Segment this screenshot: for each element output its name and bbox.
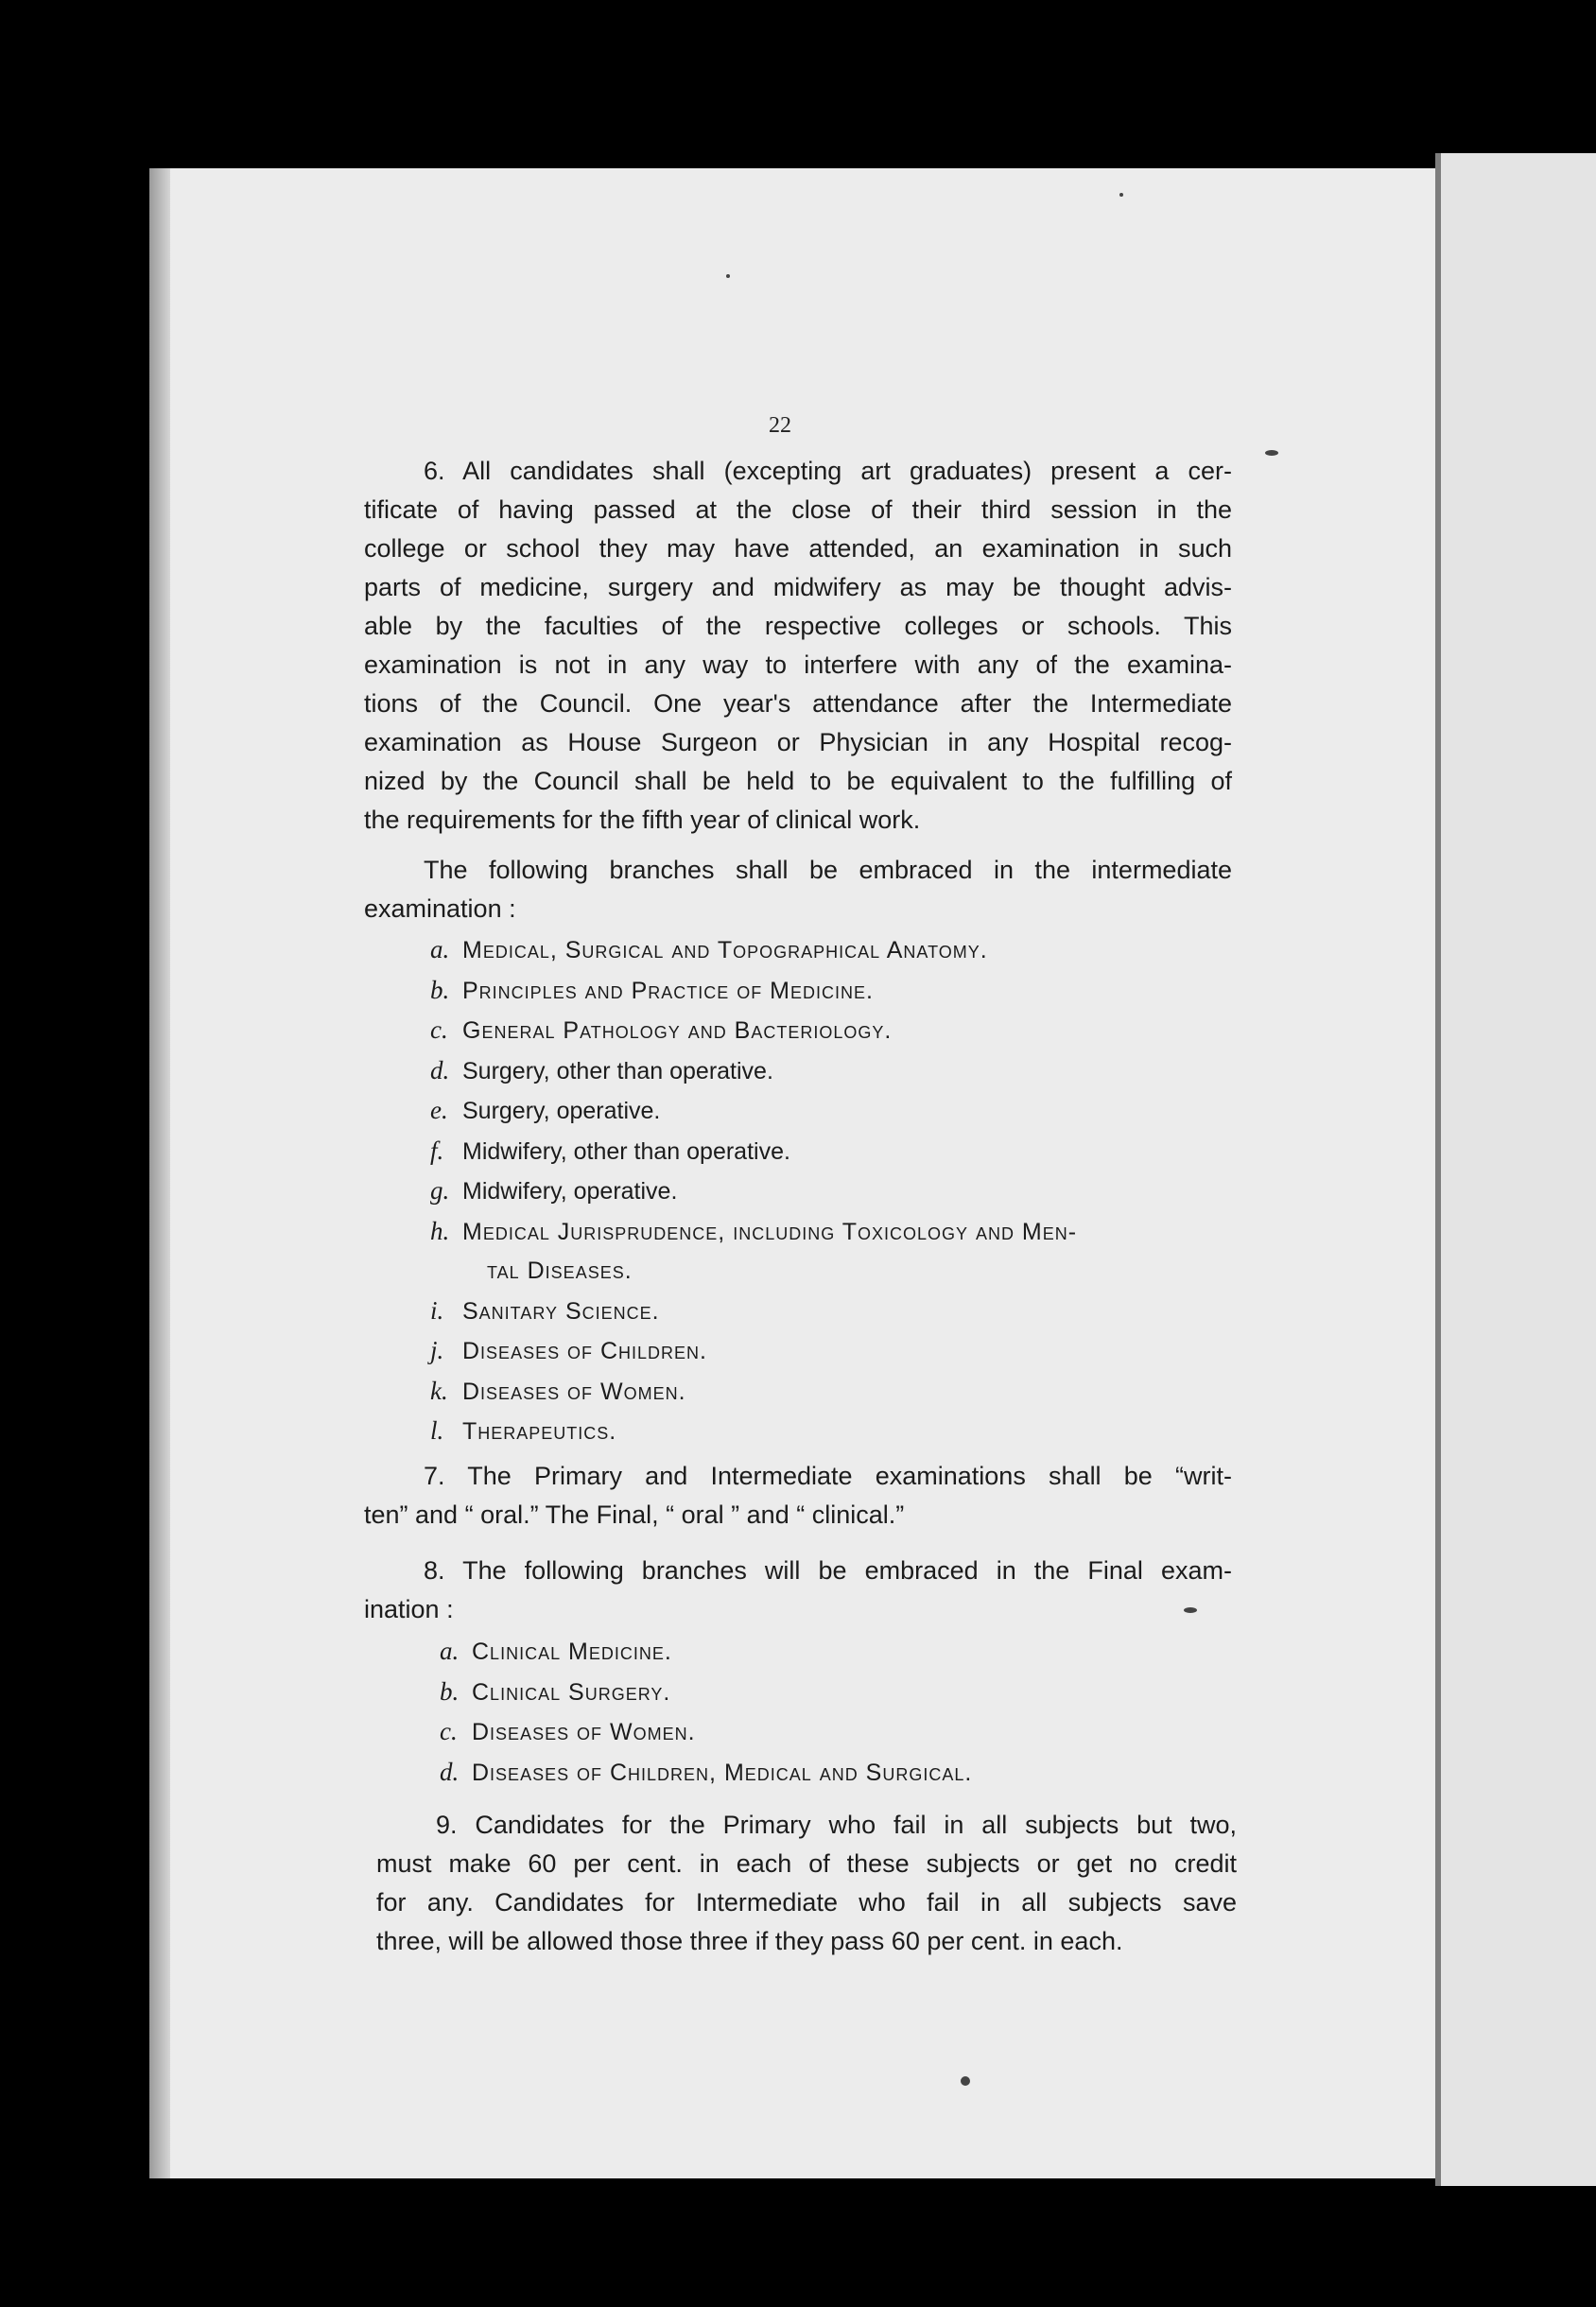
list-item: c. Diseases of Women. xyxy=(440,1717,696,1745)
text-line: ination : xyxy=(364,1595,454,1623)
list-item: b. Clinical Surgery. xyxy=(440,1676,671,1706)
list-item: e. Surgery, operative. xyxy=(430,1096,661,1124)
ink-mark xyxy=(1119,193,1123,197)
list-item: h. Medical Jurisprudence, including Toxicology and Men- xyxy=(430,1216,1078,1245)
ink-mark xyxy=(961,2076,970,2086)
list-item: i. Sanitary Science. xyxy=(430,1295,660,1325)
paragraph-7 xyxy=(364,1457,1232,1535)
list-item: j. Diseases of Children. xyxy=(430,1336,707,1364)
ink-mark xyxy=(1184,1607,1197,1613)
text-line: able by the faculties of the respective colleges or schools. This xyxy=(364,612,1232,640)
list-item: f. Midwifery, other than operative. xyxy=(430,1136,790,1165)
final-branches-list xyxy=(440,1632,1262,1793)
list-item: g. Midwifery, operative. xyxy=(430,1176,678,1205)
list-item: a. Clinical Medicine. xyxy=(440,1637,672,1665)
text-line: tions of the Council. One year's attendance after the Intermediate xyxy=(364,689,1232,718)
paragraph-9 xyxy=(376,1806,1237,1961)
list-item: k. Diseases of Women. xyxy=(430,1376,686,1405)
page-gutter-shadow xyxy=(149,168,170,2178)
text-line: examination as House Surgeon or Physician in any Hospital recog- xyxy=(364,728,1232,756)
list-item: c. General Pathology and Bacteriology. xyxy=(430,1015,893,1044)
text-line: must make 60 per cent. in each of these subjects or get no credit xyxy=(376,1849,1237,1878)
text-line: ten” and “ oral.” The Final, “ oral ” and “ clinical.” xyxy=(364,1500,905,1529)
paragraph-6 xyxy=(364,452,1232,840)
paragraph-8 xyxy=(364,1552,1232,1629)
text-line: 8. The following branches will be embraced in the Final exam- xyxy=(424,1556,1232,1585)
text-line: 7. The Primary and Intermediate examinations shall be “writ- xyxy=(424,1462,1232,1490)
text-line: college or school they may have attended, an examination in such xyxy=(364,534,1232,563)
text-line: The following branches shall be embraced in the intermediate xyxy=(424,856,1232,884)
ink-mark xyxy=(1265,450,1278,456)
list-item: b. Principles and Practice of Medicine. xyxy=(430,975,874,1004)
intermediate-intro xyxy=(364,851,1232,928)
text-line: for any. Candidates for Intermediate who fail in all subjects save xyxy=(376,1888,1237,1917)
intermediate-branches-list xyxy=(430,930,1253,1452)
list-item: d. Diseases of Children, Medical and Surgical. xyxy=(440,1757,973,1786)
page-number: 22 xyxy=(769,413,791,438)
text-line: examination : xyxy=(364,894,516,923)
text-line: the requirements for the fifth year of clinical work. xyxy=(364,806,921,834)
list-item: d. Surgery, other than operative. xyxy=(430,1055,773,1084)
text-line: nized by the Council shall be held to be equivalent to the fulfilling of xyxy=(364,767,1232,795)
list-item: l. Therapeutics. xyxy=(430,1416,617,1445)
list-item: a. Medical, Surgical and Topographical Anatomy. xyxy=(430,935,988,963)
adjacent-page-edge xyxy=(1435,153,1596,2186)
text-line: examination is not in any way to interfere with any of the examina- xyxy=(364,650,1232,679)
text-line: parts of medicine, surgery and midwifery as may be thought advis- xyxy=(364,573,1232,601)
text-line: three, will be allowed those three if they pass 60 per cent. in each. xyxy=(376,1927,1123,1955)
ink-mark xyxy=(726,274,730,278)
list-item: tal Diseases. xyxy=(487,1258,633,1284)
text-line: tificate of having passed at the close of their third session in the xyxy=(364,495,1232,524)
text-line: 6. All candidates shall (excepting art graduates) present a cer- xyxy=(424,457,1232,485)
text-line: 9. Candidates for the Primary who fail in all subjects but two, xyxy=(436,1811,1237,1839)
